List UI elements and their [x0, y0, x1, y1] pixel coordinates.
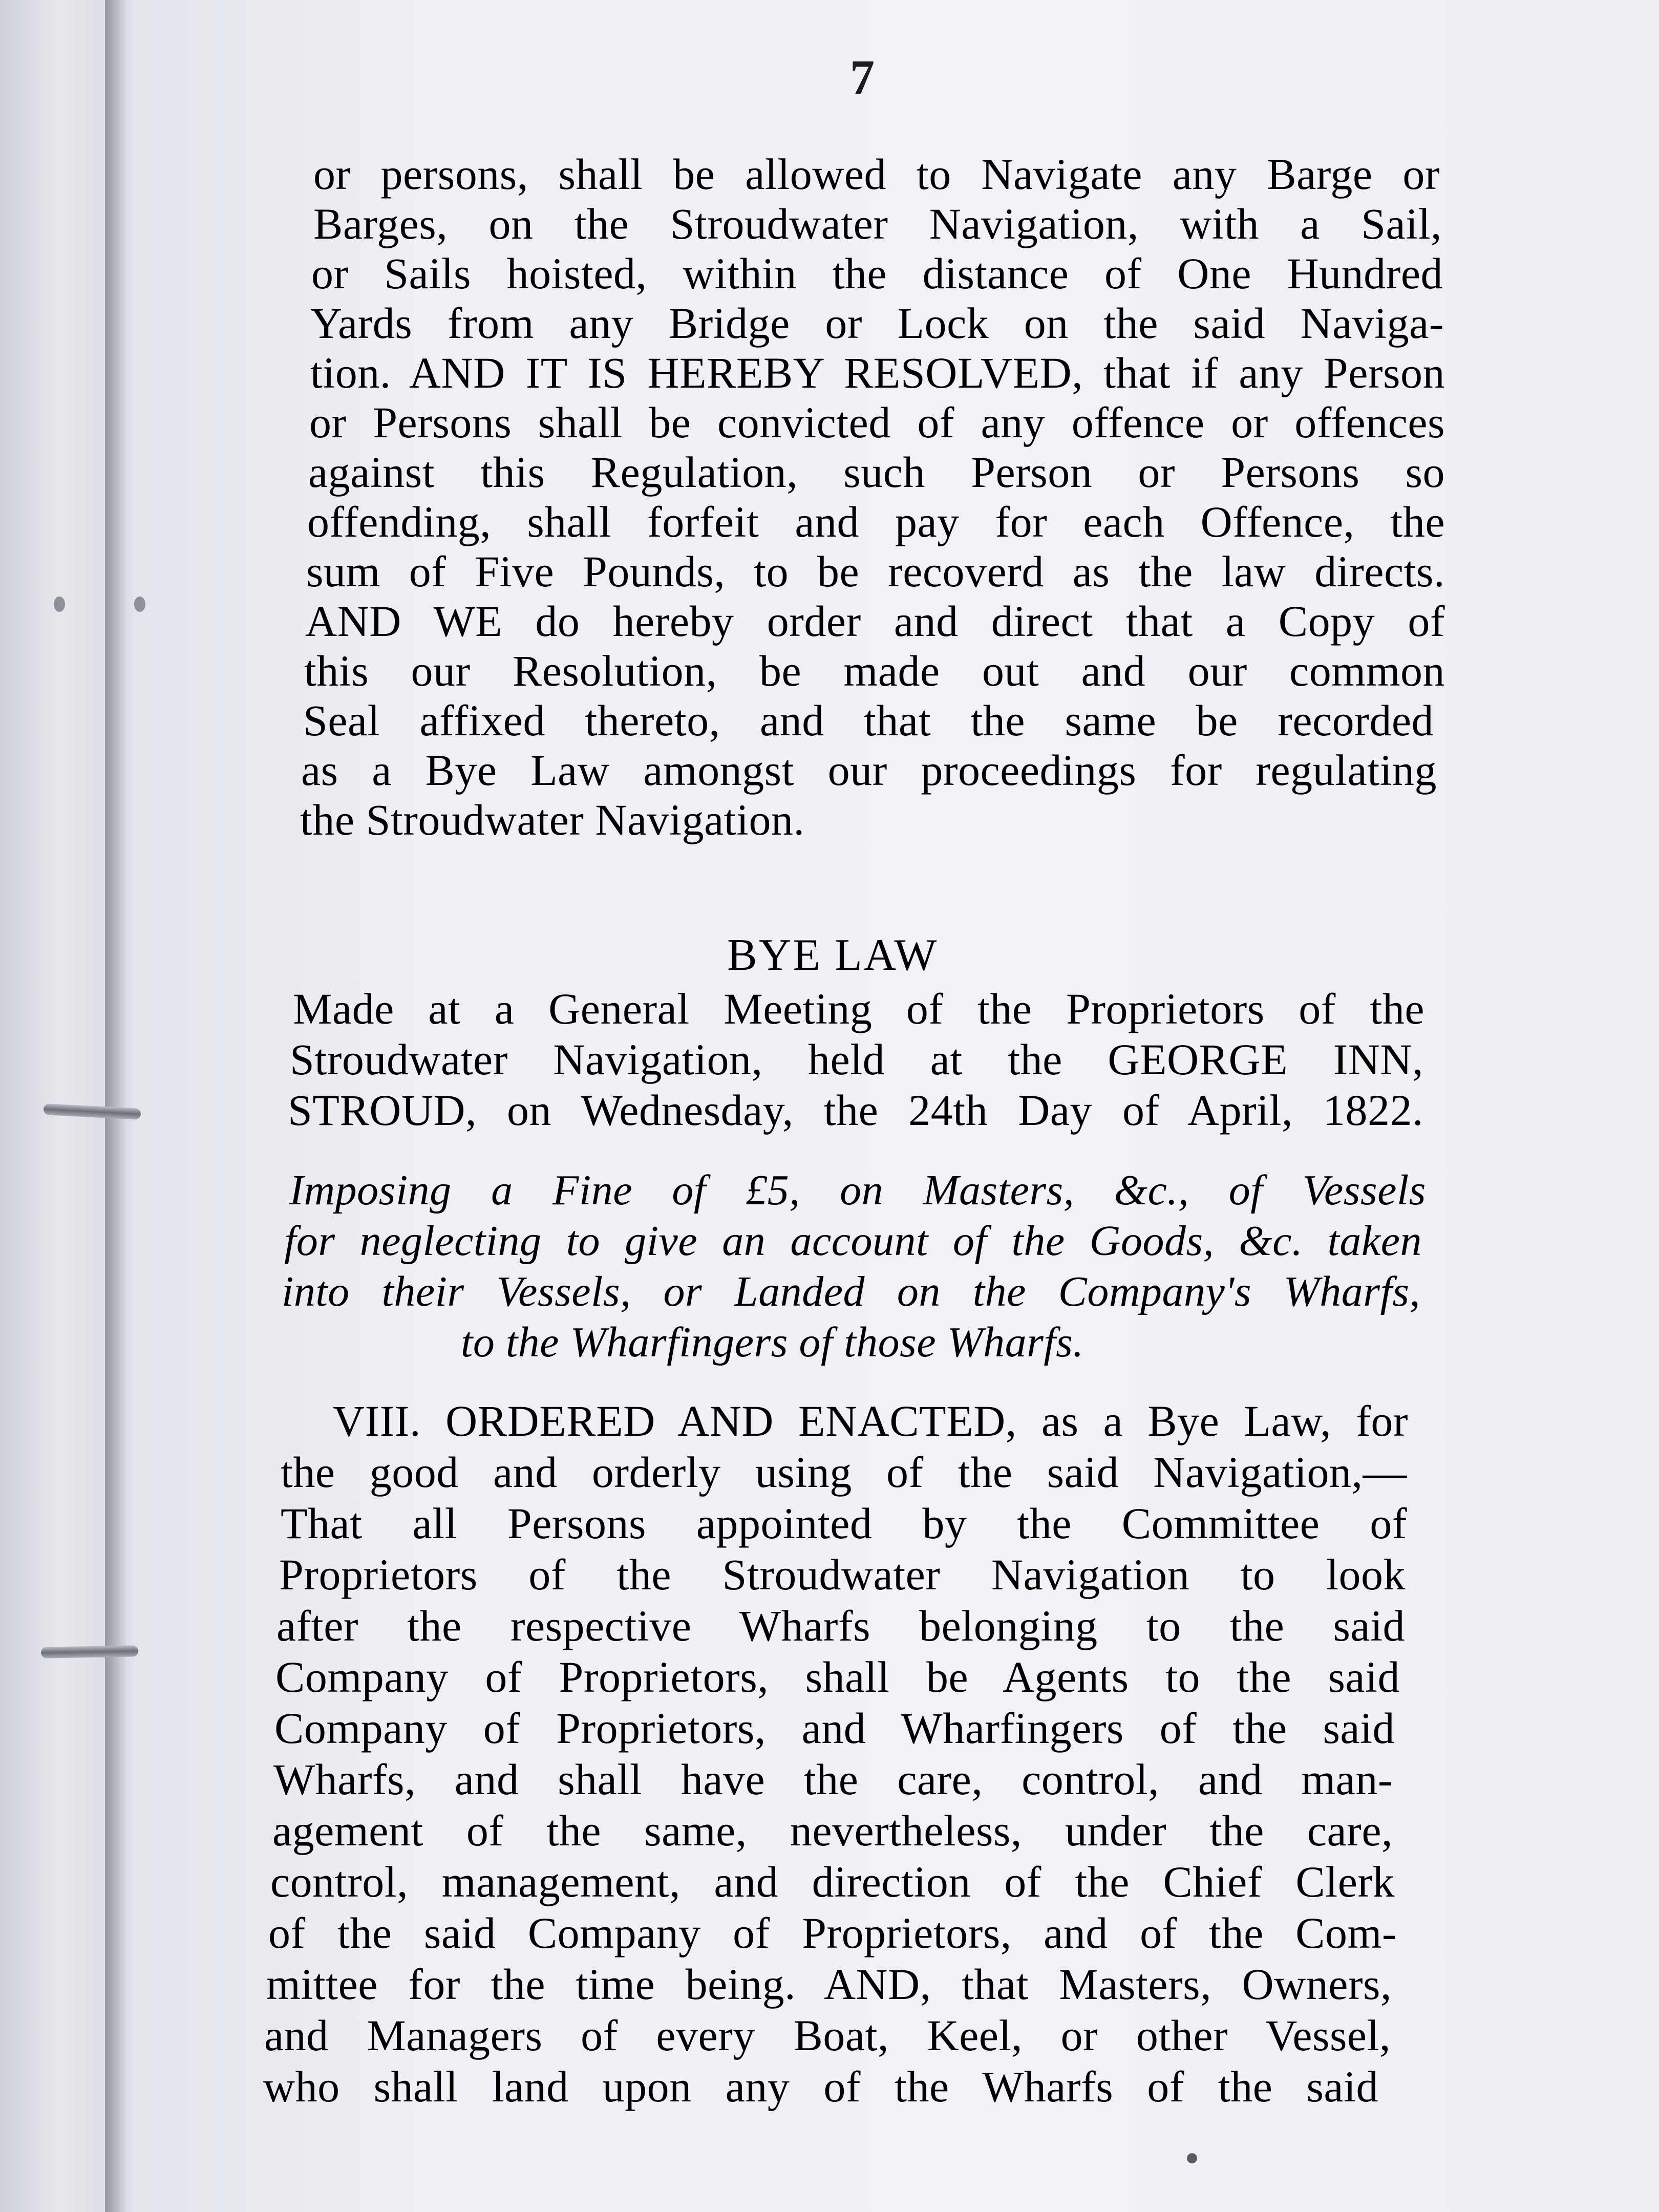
- text-line: offending, shall forfeit and pay for each Offence, the: [307, 497, 1445, 546]
- text-line: the Stroudwater Navigation.: [300, 795, 805, 844]
- text-line: Imposing a Fine of £5, on Masters, &c., of Vessels: [289, 1166, 1426, 1214]
- text-line: against this Regulation, such Person or Persons so: [308, 448, 1445, 497]
- text-line: control, management, and direction of the Chief Clerk: [270, 1857, 1395, 1906]
- text-line: VIII. ORDERED AND ENACTED, as a Bye Law, for: [333, 1396, 1408, 1445]
- binding-hole: [54, 597, 65, 612]
- text-line: Seal affixed thereto, and that the same be recorded: [303, 696, 1434, 745]
- text-line: the good and orderly using of the said Navigation,—: [281, 1448, 1407, 1497]
- text-line: into their Vessels, or Landed on the Company's Wharfs,: [282, 1268, 1420, 1315]
- page-number: 7: [850, 50, 875, 104]
- text-line: after the respective Wharfs belonging to the said: [276, 1601, 1405, 1650]
- binding-gutter: [105, 0, 136, 2212]
- text-line: of the said Company of Proprietors, and of the Com-: [268, 1908, 1397, 1958]
- text-line: Stroudwater Navigation, held at the GEORGE INN,: [290, 1035, 1423, 1084]
- text-line: STROUD, on Wednesday, the 24th Day of April, 1822.: [288, 1086, 1423, 1135]
- text-line: or persons, shall be allowed to Navigate any Barge or: [313, 150, 1440, 199]
- binding-staple: [41, 1645, 138, 1658]
- section-heading: BYE LAW: [727, 930, 939, 980]
- text-line: as a Bye Law amongst our proceedings for regulating: [301, 746, 1437, 795]
- text-line: who shall land upon any of the Wharfs of the said: [263, 2062, 1378, 2111]
- text-line: and Managers of every Boat, Keel, or other Vessel,: [264, 2011, 1391, 2060]
- text-line: or Persons shall be convicted of any offence or offences: [309, 398, 1445, 447]
- ink-speck: [1187, 2153, 1197, 2163]
- text-line: Yards from any Bridge or Lock on the said Naviga-: [310, 299, 1444, 348]
- text-line: for neglecting to give an account of the Goods, &c. taken: [284, 1217, 1422, 1265]
- text-line: to the Wharfingers of those Wharfs.: [461, 1318, 1084, 1366]
- text-line: Company of Proprietors, and Wharfingers of the said: [274, 1704, 1395, 1753]
- text-line: mittee for the time being. AND, that Masters, Owners,: [266, 1960, 1392, 2009]
- text-line: or Sails hoisted, within the distance of One Hundred: [311, 249, 1443, 298]
- text-line: Wharfs, and shall have the care, control, and man-: [273, 1755, 1393, 1804]
- binding-hole: [134, 597, 145, 612]
- text-line: sum of Five Pounds, to be recoverd as the law directs.: [306, 547, 1445, 596]
- text-line: Barges, on the Stroudwater Navigation, with a Sail,: [313, 199, 1442, 248]
- text-line: agement of the same, nevertheless, under the care,: [272, 1806, 1393, 1855]
- text-line: That all Persons appointed by the Committee of: [281, 1499, 1407, 1548]
- text-line: this our Resolution, be made out and our common: [304, 646, 1445, 695]
- text-line: AND WE do hereby order and direct that a Copy of: [305, 597, 1445, 646]
- text-line: Proprietors of the Stroudwater Navigation to look: [279, 1550, 1406, 1599]
- text-line: Company of Proprietors, shall be Agents to the said: [275, 1652, 1400, 1701]
- text-line: Made at a General Meeting of the Proprietors of the: [293, 984, 1424, 1033]
- text-line: tion. AND IT IS HEREBY RESOLVED, that if any Person: [310, 348, 1445, 397]
